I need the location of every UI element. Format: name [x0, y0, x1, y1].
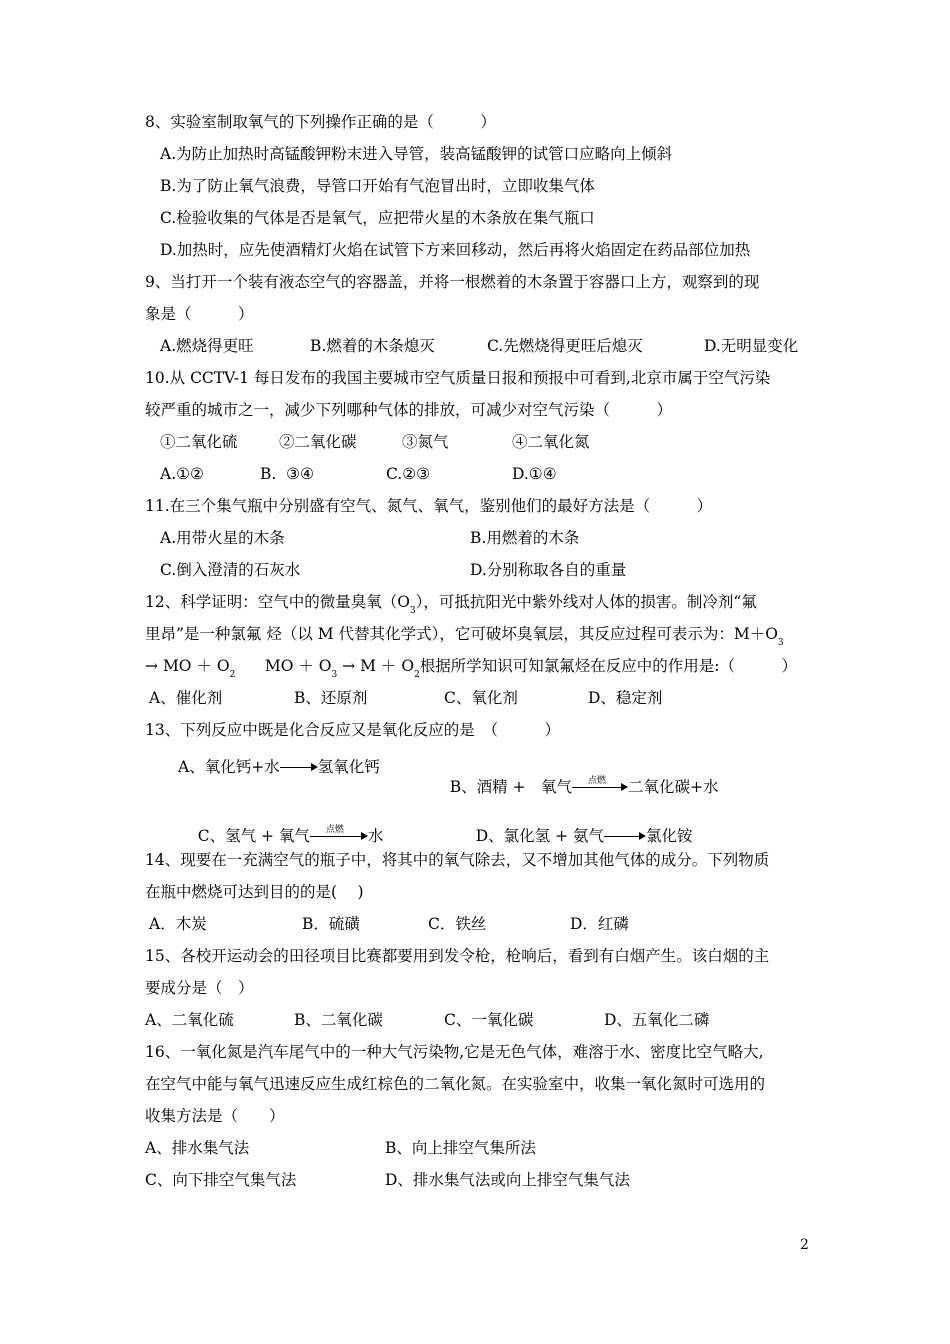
q10-item-1: ①二氧化硫 [160, 433, 238, 451]
q12-line1-text-a: 12、科学证明：空气中的微量臭氧（O [145, 593, 410, 611]
q16-option-b: B、向上排空气集所法 [385, 1139, 536, 1157]
q8-option-a: A.为防止加热时高锰酸钾粉末进入导管，装高锰酸钾的试管口应略向上倾斜 [160, 145, 673, 163]
q15-option-c: C、一氧化碳 [444, 1011, 534, 1029]
q12-line1 [145, 592, 757, 621]
q12-mo: MO ＋ O [162, 657, 230, 675]
q12-mo2: MO ＋ O [264, 657, 332, 675]
q13-a-reactants: A、氧化钙+水 [178, 758, 280, 776]
q13-d-product: 氯化铵 [646, 827, 693, 845]
q9-stem-line2: 象是（ ） [145, 305, 254, 323]
q13-option-a [178, 757, 380, 777]
reaction-arrow-icon [310, 826, 368, 846]
q12-arrow-2: → [342, 657, 356, 675]
q13-b-product: 二氧化碳+水 [628, 778, 719, 796]
q12-option-a: A、催化剂 [149, 689, 223, 707]
q10-item-3: ③氮气 [402, 433, 449, 451]
q14-option-b: B．硫磺 [302, 915, 360, 933]
q12-arrow-1: → [145, 657, 158, 675]
q12-sub-1: 2 [229, 670, 236, 680]
q13-b-reactants: B、酒精 + 氧气 [449, 778, 573, 796]
q14-option-d: D．红磷 [570, 915, 629, 933]
q15-option-d: D、五氧化二磷 [604, 1011, 710, 1029]
q11-stem: 11.在三个集气瓶中分别盛有空气、氮气、氧气，鉴别他们的最好方法是（ ） [145, 497, 713, 515]
q10-option-b: B. ③④ [260, 465, 314, 483]
q15-stem-line1: 15、各校开运动会的田径项目比赛都要用到发令枪，枪响后，看到有白烟产生。该白烟的主 [145, 947, 770, 965]
q14-option-c: C．铁丝 [428, 915, 487, 933]
q12-option-b: B、还原剂 [294, 689, 368, 707]
q16-stem-line3: 收集方法是（ ） [145, 1107, 285, 1125]
q12-sub-2: 3 [331, 670, 338, 680]
q12-sub-3: 2 [414, 670, 420, 680]
reaction-arrow-icon [572, 777, 628, 797]
q11-option-c: C.倒入澄清的石灰水 [160, 561, 301, 579]
q10-option-c: C.②③ [386, 465, 431, 483]
q8-option-b: B.为了防止氧气浪费，导管口开始有气泡冒出时，立即收集气体 [160, 177, 595, 195]
q10-stem-line1: 10.从 CCTV-1 每日发布的我国主要城市空气质量日报和预报中可看到,北京市属于空气污染 [145, 369, 771, 387]
q10-stem-line2: 较严重的城市之一，减少下列哪种气体的排放，可减少对空气污染（ ） [145, 401, 673, 419]
q14-stem-line1: 14、现要在一充满空气的瓶子中，将其中的氧气除去，又不增加其他气体的成分。下列物质 [145, 851, 770, 869]
q12-m: M ＋ O [360, 657, 415, 675]
q12-option-d: D、稳定剂 [588, 689, 663, 707]
q13-d-reactants: D、氯化氢 + 氨气 [475, 827, 604, 845]
q14-stem-line2: 在瓶中燃烧可达到目的的是( ) [145, 883, 364, 901]
q12-line2 [145, 624, 784, 653]
reaction-arrow-icon [280, 757, 318, 777]
q16-stem-line1: 16、一氧化氮是汽车尾气中的一种大气污染物,它是无色气体，难溶于水、密度比空气略大, [145, 1043, 764, 1061]
q15-option-a: A、二氧化硫 [145, 1011, 234, 1029]
q16-option-d: D、排水集气法或向上排空气集气法 [385, 1171, 630, 1189]
q13-c-product: 水 [367, 827, 384, 845]
reaction-arrow-icon [604, 826, 646, 846]
q8-option-d: D.加热时，应先使酒精灯火焰在试管下方来回移动，然后再将火焰固定在药品部位加热 [160, 241, 751, 259]
q13-stem: 13、下列反应中既是化合反应又是氧化反应的是 （ ） [145, 721, 560, 739]
q12-line1-text-b: ），可抵抗阳光中紫外线对人体的损害。制冷剂“氟 [415, 593, 757, 611]
q16-stem-line2: 在空气中能与氧气迅速反应生成红棕色的二氧化氮。在实验室中，收集一氧化氮时可选用的 [145, 1075, 766, 1093]
q15-option-b: B、二氧化碳 [294, 1011, 383, 1029]
q13-a-product: 氢氧化钙 [317, 758, 380, 776]
q11-option-d: D.分别称取各自的重量 [470, 561, 627, 579]
q9-option-d: D.无明显变化 [704, 337, 799, 355]
page-number: 2 [800, 1237, 809, 1253]
q13-b-condition: 点燃 [588, 776, 607, 786]
q8-stem: 8、实验室制取氧气的下列操作正确的是（ ） [145, 113, 496, 131]
q12-line2-text: 里昂”是一种氯氟 烃（以 M 代替其化学式），它可破坏臭氧层，其反应过程可表示为：M＋O [145, 625, 778, 643]
q12-option-c: C、氧化剂 [444, 689, 518, 707]
q13-c-condition: 点燃 [325, 825, 344, 835]
q9-option-b: B.燃着的木条熄灭 [310, 337, 435, 355]
q11-option-a: A.用带火星的木条 [160, 529, 285, 547]
q12-line3 [145, 656, 797, 685]
q9-stem-line1: 9、当打开一个装有液态空气的容器盖，并将一根燃着的木条置于容器口上方，观察到的现 [145, 273, 760, 291]
q12-line1-subscript: 3 [409, 606, 416, 616]
q9-option-c: C.先燃烧得更旺后熄灭 [487, 337, 643, 355]
q10-item-2: ②二氧化碳 [279, 433, 357, 451]
q14-option-a: A．木炭 [149, 915, 207, 933]
q16-option-a: A、排水集气法 [145, 1139, 250, 1157]
q12-line3-tail: 根据所学知识可知氯氟烃在反应中的作用是:（ ） [419, 657, 798, 675]
q16-option-c: C、向下排空气集气法 [145, 1171, 297, 1189]
q10-option-d: D.①④ [512, 465, 557, 483]
q10-option-a: A.①② [160, 465, 204, 483]
q10-item-4: ④二氧化氮 [512, 433, 590, 451]
q11-option-b: B.用燃着的木条 [470, 529, 580, 547]
q13-c-reactants: C、氢气 + 氧气 [197, 827, 310, 845]
q9-option-a: A.燃烧得更旺 [160, 337, 254, 355]
q8-option-c: C.检验收集的气体是否是氧气，应把带火星的木条放在集气瓶口 [160, 209, 595, 227]
q12-line2-subscript: 3 [777, 638, 784, 648]
q15-stem-line2: 要成分是（ ） [145, 979, 254, 997]
